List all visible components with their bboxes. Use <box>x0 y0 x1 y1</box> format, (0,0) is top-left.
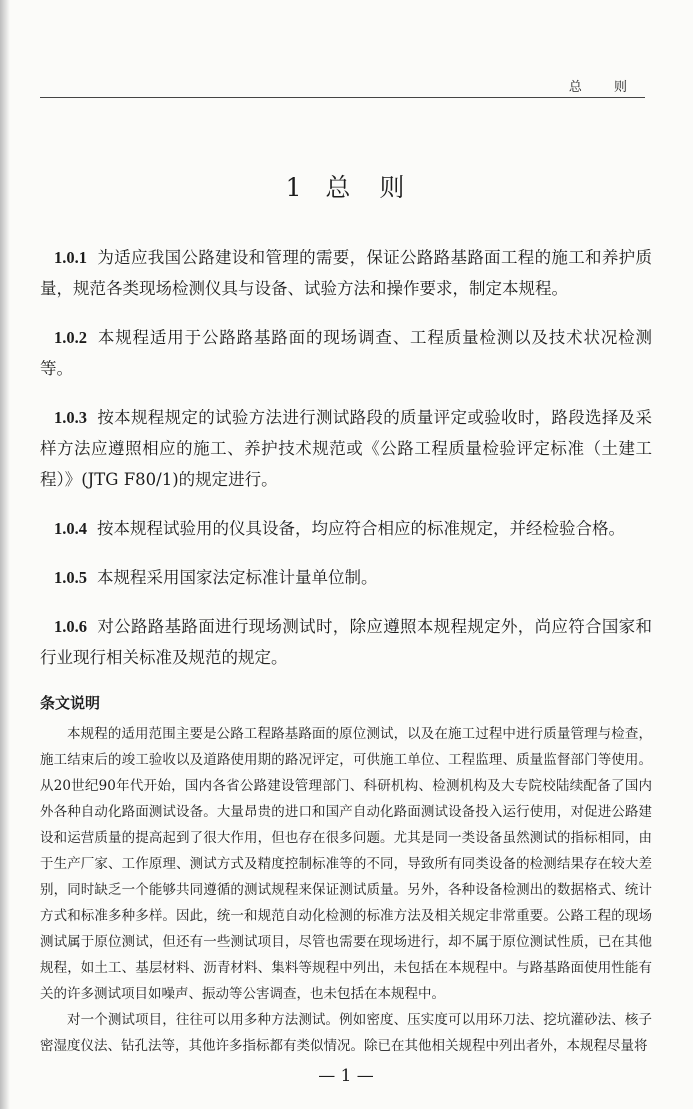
clause-1-0-1 <box>40 242 652 304</box>
running-header: 总 则 <box>568 80 641 95</box>
explanation-paragraph: 对一个测试项目，往往可以用多种方法测试。例如密度、压实度可以用环刀法、挖坑灌砂法、核子密湿度仪法、钻孔法等，其他许多指标都有类似情况。除已在其他相关规程中列出者外，本规程尽量将 <box>40 1012 652 1054</box>
clause-1-0-6 <box>40 611 652 673</box>
clause-text: 按本规程试验用的仪具设备，均应符合相应的标准规定，并经检验合格。 <box>97 519 625 538</box>
clause-text: 本规程适用于公路路基路面的现场调查、工程质量检测以及技术状况检测等。 <box>40 328 652 378</box>
clause-number: 1.0.2 <box>54 328 87 347</box>
clause-number: 1.0.6 <box>54 617 87 636</box>
chapter-title <box>40 172 652 204</box>
explanation-paragraph: 本规程的适用范围主要是公路工程路基路面的原位测试，以及在施工过程中进行质量管理与检查，施工结束后的竣工验收以及道路使用期的路况评定，可供施工单位、工程监理、质量监督部门等使用。从20世纪90年代开始，国内各省公路建设管理部门、科研机构、检测机构及大专院校陆续配备了国内外各种自动化路面测试设备。大量昂贵的进口和国产自动化路面测试设备投入运行使用，对促进公路建设和运营质量的提高起到了很大作用，但也存在很多问题。尤其是同一类设备虽然测试的指标相同，由于生产厂家、工作原理、测试方式及精度控制标准等的不同，导致所有同类设备的检测结果存在较大差别，同时缺乏一个能够共同遵循的测试规程来保证测试质量。另外，各种设备检测出的数据格式、统计方式和标准多种多样。因此，统一和规范自动化检测的标准方法及相关规定非常重要。公路工程的现场测试属于原位测试，但还有一些测试项目，尽管也需要在现场进行，却不属于原位测试性质，已在其他规程，如土工、基层材料、沥青材料、集料等规程中列出，未包括在本规程中。与路基路面使用性能有关的许多测试项目如噪声、振动等公害调查，也未包括在本规程中。 <box>40 726 652 1002</box>
clause-number: 1.0.3 <box>54 408 87 427</box>
clause-number: 1.0.1 <box>54 248 87 267</box>
clause-1-0-5 <box>40 562 652 593</box>
clause-text: 本规程采用国家法定标准计量单位制。 <box>97 568 378 587</box>
page-number: — 1 — <box>318 1066 374 1086</box>
chapter-name: 总 则 <box>325 173 407 202</box>
explanation-heading: 条文说明 <box>40 694 101 712</box>
clause-text: 为适应我国公路建设和管理的需要，保证公路路基路面工程的施工和养护质量，规范各类现场检测仪具与设备、试验方法和操作要求，制定本规程。 <box>40 248 652 298</box>
clause-text: 对公路路基路面进行现场测试时，除应遵照本规程规定外，尚应符合国家和行业现行相关标准及规范的规定。 <box>40 617 652 667</box>
clause-1-0-2 <box>40 322 652 384</box>
clause-1-0-4 <box>40 513 652 544</box>
chapter-number: 1 <box>285 173 304 202</box>
clause-number: 1.0.5 <box>54 568 87 587</box>
clause-text: 按本规程规定的试验方法进行测试路段的质量评定或验收时，路段选择及采样方法应遵照相应的施工、养护技术规范或《公路工程质量检验评定标准（土建工程）》(JTG F80/1)的规定进行。 <box>40 408 652 489</box>
clause-1-0-3 <box>40 402 652 495</box>
clause-number: 1.0.4 <box>54 519 87 538</box>
